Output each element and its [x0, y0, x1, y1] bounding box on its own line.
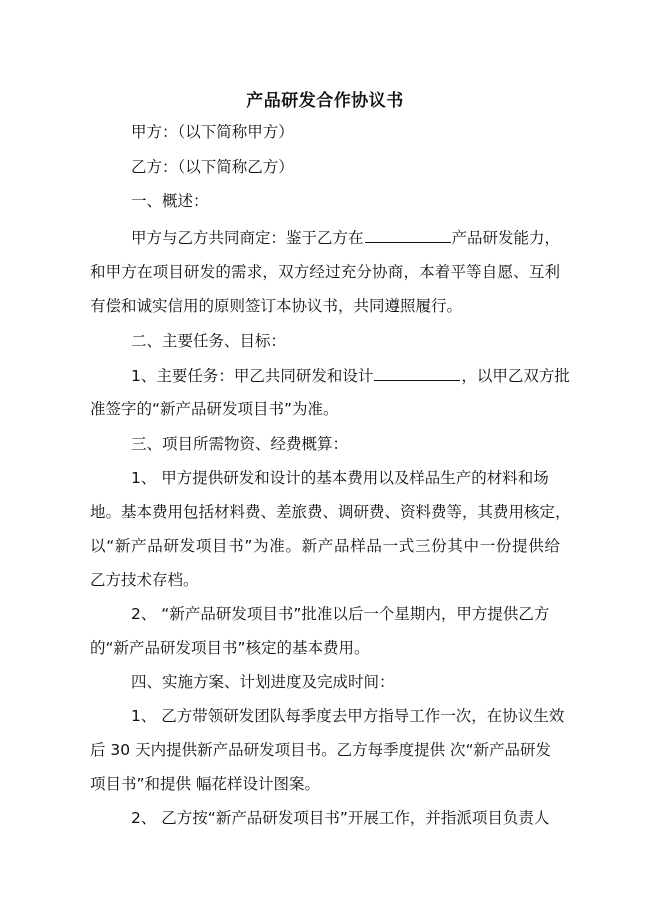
- s3-item-2-line-2: 的“新产品研发项目书”核定的基本费用。: [90, 639, 370, 657]
- s1-text-before-blank: 甲方与乙方共同商定：鉴于乙方在: [131, 229, 364, 247]
- s2-text-after-blank: ，以甲乙双方批: [461, 367, 570, 385]
- s1-paragraph-line-2: 和甲方在项目研发的需求，双方经过充分协商，本着平等自愿、互利: [90, 263, 560, 281]
- party-a-line: 甲方：（以下简称甲方）: [131, 123, 294, 141]
- s4-item-2-line-1: 2、 乙方按“新产品研发项目书”开展工作，并指派项目负责人: [131, 809, 550, 827]
- section-3-heading: 三、项目所需物资、经费概算：: [131, 435, 349, 453]
- s1-paragraph-line-1: [131, 226, 601, 249]
- fill-in-blank-design: [374, 364, 460, 381]
- s1-text-after-blank: 产品研发能力，: [451, 229, 561, 247]
- s3-item-1-line-2: 地。基本费用包括材料费、差旅费、调研费、资料费等，其费用核定，: [90, 503, 571, 521]
- s3-item-1-line-3: 以“新产品研发项目书”为准。新产品样品一式三份其中一份提供给: [90, 537, 560, 555]
- s4-item-1-line-1: 1、 乙方带领研发团队每季度去甲方指导工作一次，在协议生效: [131, 707, 565, 725]
- s1-paragraph-line-3: 有偿和诚实信用的原则签订本协议书，共同遵照履行。: [90, 297, 463, 315]
- section-4-heading: 四、实施方案、计划进度及完成时间：: [131, 673, 395, 691]
- document-title: 产品研发合作协议书: [246, 91, 404, 111]
- party-b-line: 乙方：（以下简称乙方）: [131, 158, 294, 176]
- s3-item-1-line-4: 乙方技术存档。: [90, 571, 199, 589]
- s2-paragraph-line-1: [131, 364, 601, 387]
- section-2-heading: 二、主要任务、目标：: [131, 332, 287, 350]
- s3-item-1-line-1: 1、 甲方提供研发和设计的基本费用以及样品生产的材料和场: [131, 469, 549, 487]
- s3-item-2-line-1: 2、 “新产品研发项目书”批准以后一个星期内，甲方提供乙方: [131, 605, 550, 623]
- fill-in-blank-capability: [365, 226, 451, 243]
- section-1-heading: 一、概述：: [131, 192, 209, 210]
- s2-paragraph-line-2: 准签字的“新产品研发项目书”为准。: [90, 400, 339, 418]
- s4-item-1-line-3: 项目书”和提供 幅花样设计图案。: [90, 775, 320, 793]
- s2-text-before-blank: 1、主要任务：甲乙共同研发和设计: [131, 367, 374, 385]
- s4-item-1-line-2: 后 30 天内提供新产品研发项目书。乙方每季度提供 次“新产品研发: [90, 741, 552, 759]
